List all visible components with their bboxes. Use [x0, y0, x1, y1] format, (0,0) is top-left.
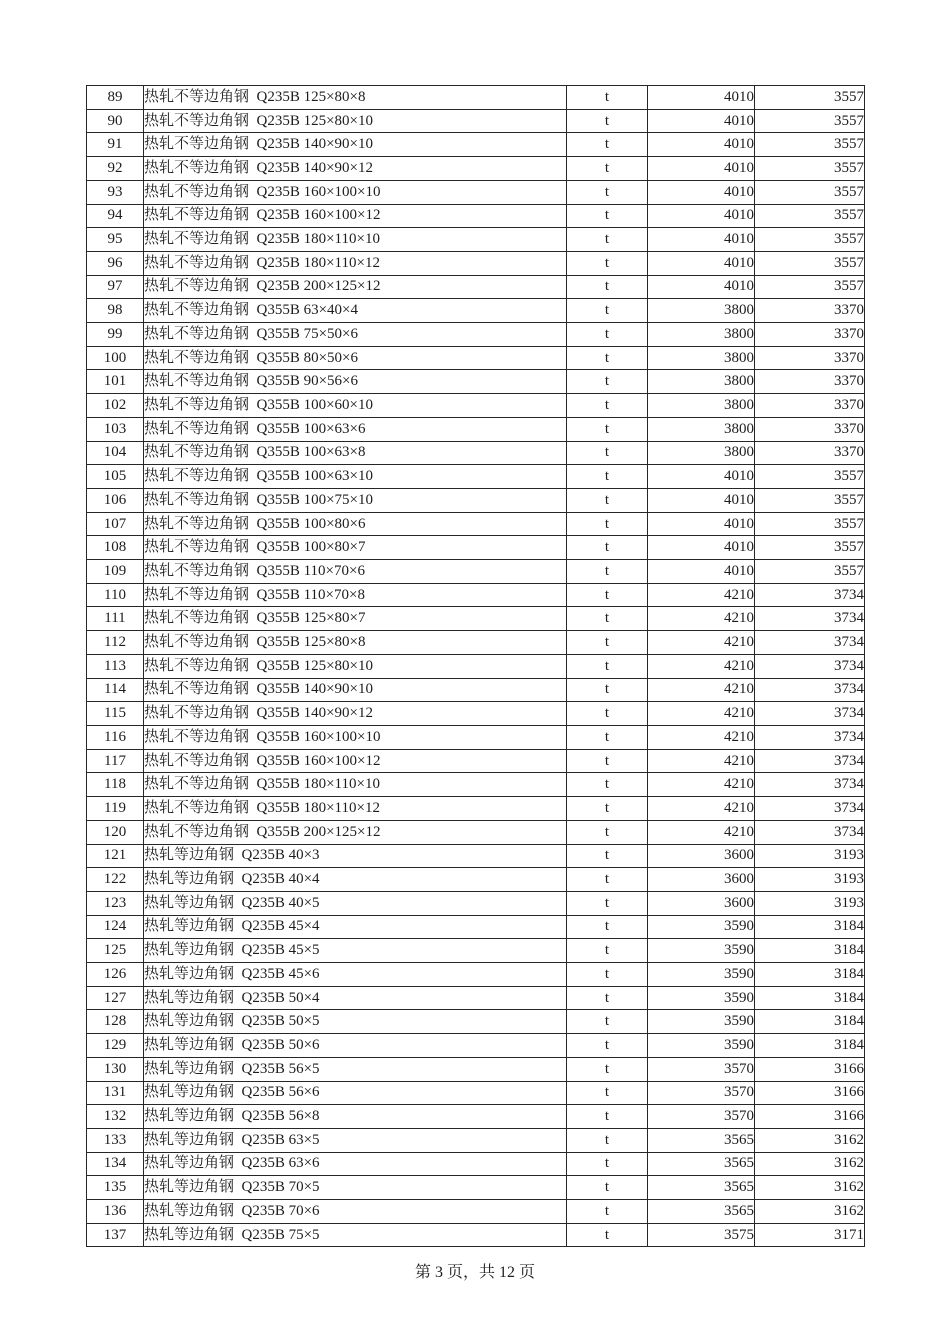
item-name-cell: 热轧不等边角钢 Q355B 100×63×8 — [144, 441, 567, 465]
row-number-cell: 117 — [87, 749, 144, 773]
unit-cell: t — [567, 678, 648, 702]
table-row — [87, 607, 865, 631]
unit-cell: t — [567, 1010, 648, 1034]
price-cell-1: 4210 — [648, 749, 755, 773]
item-name-cell: 热轧不等边角钢 Q355B 75×50×6 — [144, 323, 567, 347]
price-cell-1: 3565 — [648, 1128, 755, 1152]
item-name-cell: 热轧不等边角钢 Q355B 140×90×10 — [144, 678, 567, 702]
item-name-cell: 热轧不等边角钢 Q235B 180×110×12 — [144, 251, 567, 275]
price-cell-2: 3184 — [755, 1010, 865, 1034]
price-cell-2: 3734 — [755, 725, 865, 749]
price-cell-2: 3734 — [755, 702, 865, 726]
row-number-cell: 113 — [87, 654, 144, 678]
table-row — [87, 512, 865, 536]
item-name-cell: 热轧不等边角钢 Q235B 180×110×10 — [144, 228, 567, 252]
table-row — [87, 157, 865, 181]
item-name-cell: 热轧等边角钢 Q235B 56×5 — [144, 1057, 567, 1081]
price-cell-2: 3166 — [755, 1057, 865, 1081]
price-cell-2: 3162 — [755, 1200, 865, 1224]
price-table — [86, 85, 865, 1247]
item-name-cell: 热轧不等边角钢 Q355B 100×75×10 — [144, 488, 567, 512]
table-row — [87, 678, 865, 702]
item-name-cell: 热轧不等边角钢 Q355B 160×100×12 — [144, 749, 567, 773]
table-row — [87, 915, 865, 939]
price-cell-2: 3734 — [755, 631, 865, 655]
price-cell-1: 4210 — [648, 607, 755, 631]
unit-cell: t — [567, 228, 648, 252]
price-cell-1: 4210 — [648, 725, 755, 749]
item-name-cell: 热轧不等边角钢 Q355B 125×80×8 — [144, 631, 567, 655]
price-cell-1: 4010 — [648, 86, 755, 110]
unit-cell: t — [567, 86, 648, 110]
table-row — [87, 725, 865, 749]
table-row — [87, 346, 865, 370]
unit-cell: t — [567, 465, 648, 489]
price-cell-1: 3590 — [648, 1034, 755, 1058]
price-cell-1: 4210 — [648, 797, 755, 821]
row-number-cell: 133 — [87, 1128, 144, 1152]
unit-cell: t — [567, 725, 648, 749]
unit-cell: t — [567, 702, 648, 726]
unit-cell: t — [567, 915, 648, 939]
item-name-cell: 热轧不等边角钢 Q355B 63×40×4 — [144, 299, 567, 323]
price-cell-1: 3800 — [648, 299, 755, 323]
table-row — [87, 109, 865, 133]
row-number-cell: 128 — [87, 1010, 144, 1034]
table-row — [87, 1081, 865, 1105]
row-number-cell: 101 — [87, 370, 144, 394]
table-row — [87, 963, 865, 987]
row-number-cell: 120 — [87, 820, 144, 844]
unit-cell: t — [567, 1223, 648, 1247]
unit-cell: t — [567, 844, 648, 868]
table-row — [87, 702, 865, 726]
price-cell-1: 3590 — [648, 939, 755, 963]
table-row — [87, 536, 865, 560]
row-number-cell: 111 — [87, 607, 144, 631]
item-name-cell: 热轧不等边角钢 Q355B 110×70×8 — [144, 583, 567, 607]
table-row — [87, 228, 865, 252]
price-cell-2: 3370 — [755, 299, 865, 323]
unit-cell: t — [567, 820, 648, 844]
table-row — [87, 820, 865, 844]
item-name-cell: 热轧不等边角钢 Q235B 160×100×12 — [144, 204, 567, 228]
price-cell-1: 3565 — [648, 1200, 755, 1224]
price-cell-1: 3570 — [648, 1081, 755, 1105]
item-name-cell: 热轧不等边角钢 Q355B 100×63×6 — [144, 417, 567, 441]
row-number-cell: 132 — [87, 1105, 144, 1129]
row-number-cell: 104 — [87, 441, 144, 465]
item-name-cell: 热轧不等边角钢 Q355B 80×50×6 — [144, 346, 567, 370]
unit-cell: t — [567, 631, 648, 655]
table-row — [87, 180, 865, 204]
unit-cell: t — [567, 749, 648, 773]
unit-cell: t — [567, 157, 648, 181]
table-row — [87, 749, 865, 773]
table-row — [87, 891, 865, 915]
price-cell-2: 3166 — [755, 1081, 865, 1105]
price-cell-2: 3734 — [755, 607, 865, 631]
price-cell-2: 3557 — [755, 560, 865, 584]
table-row — [87, 939, 865, 963]
table-row — [87, 1105, 865, 1129]
price-cell-2: 3184 — [755, 939, 865, 963]
unit-cell: t — [567, 370, 648, 394]
row-number-cell: 125 — [87, 939, 144, 963]
unit-cell: t — [567, 773, 648, 797]
table-row — [87, 251, 865, 275]
price-cell-2: 3370 — [755, 417, 865, 441]
price-cell-1: 3565 — [648, 1152, 755, 1176]
unit-cell: t — [567, 1128, 648, 1152]
row-number-cell: 109 — [87, 560, 144, 584]
price-cell-1: 3590 — [648, 963, 755, 987]
table-row — [87, 370, 865, 394]
table-row — [87, 844, 865, 868]
row-number-cell: 115 — [87, 702, 144, 726]
unit-cell: t — [567, 654, 648, 678]
item-name-cell: 热轧不等边角钢 Q355B 100×80×6 — [144, 512, 567, 536]
price-cell-2: 3557 — [755, 180, 865, 204]
unit-cell: t — [567, 868, 648, 892]
table-row — [87, 654, 865, 678]
item-name-cell: 热轧不等边角钢 Q355B 160×100×10 — [144, 725, 567, 749]
row-number-cell: 135 — [87, 1176, 144, 1200]
price-cell-2: 3162 — [755, 1152, 865, 1176]
unit-cell: t — [567, 1152, 648, 1176]
price-cell-1: 4010 — [648, 275, 755, 299]
unit-cell: t — [567, 512, 648, 536]
item-name-cell: 热轧不等边角钢 Q355B 110×70×6 — [144, 560, 567, 584]
price-cell-1: 4010 — [648, 157, 755, 181]
table-row — [87, 797, 865, 821]
unit-cell: t — [567, 180, 648, 204]
item-name-cell: 热轧不等边角钢 Q355B 125×80×10 — [144, 654, 567, 678]
item-name-cell: 热轧等边角钢 Q235B 40×3 — [144, 844, 567, 868]
price-cell-2: 3557 — [755, 465, 865, 489]
row-number-cell: 91 — [87, 133, 144, 157]
unit-cell: t — [567, 488, 648, 512]
price-cell-1: 4010 — [648, 512, 755, 536]
price-cell-2: 3184 — [755, 963, 865, 987]
row-number-cell: 129 — [87, 1034, 144, 1058]
table-row — [87, 299, 865, 323]
table-row — [87, 275, 865, 299]
unit-cell: t — [567, 891, 648, 915]
item-name-cell: 热轧等边角钢 Q235B 50×4 — [144, 986, 567, 1010]
table-row — [87, 868, 865, 892]
unit-cell: t — [567, 1057, 648, 1081]
unit-cell: t — [567, 607, 648, 631]
row-number-cell: 130 — [87, 1057, 144, 1081]
row-number-cell: 92 — [87, 157, 144, 181]
price-cell-2: 3193 — [755, 891, 865, 915]
price-cell-2: 3370 — [755, 323, 865, 347]
row-number-cell: 95 — [87, 228, 144, 252]
price-cell-1: 4010 — [648, 180, 755, 204]
price-cell-1: 3600 — [648, 844, 755, 868]
item-name-cell: 热轧等边角钢 Q235B 50×5 — [144, 1010, 567, 1034]
row-number-cell: 137 — [87, 1223, 144, 1247]
item-name-cell: 热轧等边角钢 Q235B 45×5 — [144, 939, 567, 963]
item-name-cell: 热轧等边角钢 Q235B 45×4 — [144, 915, 567, 939]
price-cell-1: 4210 — [648, 583, 755, 607]
unit-cell: t — [567, 251, 648, 275]
price-cell-2: 3557 — [755, 488, 865, 512]
item-name-cell: 热轧等边角钢 Q235B 56×6 — [144, 1081, 567, 1105]
item-name-cell: 热轧等边角钢 Q235B 45×6 — [144, 963, 567, 987]
price-cell-1: 4010 — [648, 560, 755, 584]
unit-cell: t — [567, 1200, 648, 1224]
row-number-cell: 118 — [87, 773, 144, 797]
table-row — [87, 1200, 865, 1224]
row-number-cell: 98 — [87, 299, 144, 323]
item-name-cell: 热轧不等边角钢 Q355B 140×90×12 — [144, 702, 567, 726]
item-name-cell: 热轧不等边角钢 Q355B 180×110×12 — [144, 797, 567, 821]
unit-cell: t — [567, 963, 648, 987]
row-number-cell: 107 — [87, 512, 144, 536]
price-cell-1: 3800 — [648, 394, 755, 418]
row-number-cell: 127 — [87, 986, 144, 1010]
price-cell-1: 4010 — [648, 109, 755, 133]
price-cell-1: 4210 — [648, 631, 755, 655]
row-number-cell: 114 — [87, 678, 144, 702]
price-cell-1: 3570 — [648, 1057, 755, 1081]
price-cell-1: 4010 — [648, 251, 755, 275]
unit-cell: t — [567, 1105, 648, 1129]
table-row — [87, 441, 865, 465]
price-cell-1: 3600 — [648, 891, 755, 915]
item-name-cell: 热轧等边角钢 Q235B 40×5 — [144, 891, 567, 915]
price-cell-1: 3575 — [648, 1223, 755, 1247]
row-number-cell: 102 — [87, 394, 144, 418]
table-row — [87, 204, 865, 228]
price-cell-2: 3162 — [755, 1176, 865, 1200]
price-cell-2: 3734 — [755, 678, 865, 702]
table-row — [87, 1034, 865, 1058]
table-row — [87, 583, 865, 607]
unit-cell: t — [567, 939, 648, 963]
row-number-cell: 105 — [87, 465, 144, 489]
table-row — [87, 465, 865, 489]
price-cell-1: 4210 — [648, 702, 755, 726]
price-cell-1: 4210 — [648, 678, 755, 702]
price-cell-1: 3570 — [648, 1105, 755, 1129]
price-cell-2: 3557 — [755, 157, 865, 181]
row-number-cell: 89 — [87, 86, 144, 110]
item-name-cell: 热轧不等边角钢 Q235B 125×80×10 — [144, 109, 567, 133]
price-cell-2: 3557 — [755, 512, 865, 536]
unit-cell: t — [567, 109, 648, 133]
table-row — [87, 631, 865, 655]
price-cell-2: 3734 — [755, 749, 865, 773]
price-cell-2: 3184 — [755, 986, 865, 1010]
table-row — [87, 488, 865, 512]
price-cell-2: 3557 — [755, 109, 865, 133]
item-name-cell: 热轧不等边角钢 Q235B 125×80×8 — [144, 86, 567, 110]
price-cell-1: 4010 — [648, 536, 755, 560]
item-name-cell: 热轧不等边角钢 Q355B 180×110×10 — [144, 773, 567, 797]
item-name-cell: 热轧等边角钢 Q235B 63×5 — [144, 1128, 567, 1152]
price-cell-2: 3557 — [755, 251, 865, 275]
table-row — [87, 560, 865, 584]
unit-cell: t — [567, 1034, 648, 1058]
table-row — [87, 417, 865, 441]
row-number-cell: 106 — [87, 488, 144, 512]
table-row — [87, 1152, 865, 1176]
table-row — [87, 1128, 865, 1152]
unit-cell: t — [567, 797, 648, 821]
price-cell-1: 4010 — [648, 228, 755, 252]
row-number-cell: 103 — [87, 417, 144, 441]
table-row — [87, 323, 865, 347]
row-number-cell: 112 — [87, 631, 144, 655]
row-number-cell: 136 — [87, 1200, 144, 1224]
price-cell-1: 3590 — [648, 915, 755, 939]
price-cell-2: 3184 — [755, 915, 865, 939]
price-cell-1: 4010 — [648, 465, 755, 489]
price-cell-1: 3600 — [648, 868, 755, 892]
table-row — [87, 1223, 865, 1247]
table-row — [87, 86, 865, 110]
item-name-cell: 热轧不等边角钢 Q355B 100×80×7 — [144, 536, 567, 560]
table-row — [87, 773, 865, 797]
unit-cell: t — [567, 204, 648, 228]
item-name-cell: 热轧不等边角钢 Q355B 90×56×6 — [144, 370, 567, 394]
price-cell-2: 3166 — [755, 1105, 865, 1129]
unit-cell: t — [567, 560, 648, 584]
price-cell-2: 3557 — [755, 204, 865, 228]
table-row — [87, 1010, 865, 1034]
item-name-cell: 热轧不等边角钢 Q235B 140×90×12 — [144, 157, 567, 181]
price-cell-1: 3800 — [648, 323, 755, 347]
unit-cell: t — [567, 1081, 648, 1105]
unit-cell: t — [567, 299, 648, 323]
price-cell-1: 4010 — [648, 133, 755, 157]
price-table-body — [87, 86, 865, 1247]
item-name-cell: 热轧等边角钢 Q235B 70×5 — [144, 1176, 567, 1200]
item-name-cell: 热轧等边角钢 Q235B 40×4 — [144, 868, 567, 892]
price-cell-1: 3800 — [648, 417, 755, 441]
unit-cell: t — [567, 394, 648, 418]
price-cell-2: 3734 — [755, 797, 865, 821]
price-cell-1: 4010 — [648, 204, 755, 228]
unit-cell: t — [567, 583, 648, 607]
row-number-cell: 97 — [87, 275, 144, 299]
item-name-cell: 热轧不等边角钢 Q235B 140×90×10 — [144, 133, 567, 157]
unit-cell: t — [567, 323, 648, 347]
unit-cell: t — [567, 986, 648, 1010]
unit-cell: t — [567, 536, 648, 560]
price-cell-2: 3193 — [755, 868, 865, 892]
price-cell-2: 3557 — [755, 86, 865, 110]
price-cell-1: 3590 — [648, 1010, 755, 1034]
price-cell-2: 3162 — [755, 1128, 865, 1152]
price-cell-2: 3557 — [755, 228, 865, 252]
price-cell-1: 3590 — [648, 986, 755, 1010]
price-cell-1: 4210 — [648, 820, 755, 844]
item-name-cell: 热轧等边角钢 Q235B 75×5 — [144, 1223, 567, 1247]
price-cell-2: 3734 — [755, 654, 865, 678]
row-number-cell: 124 — [87, 915, 144, 939]
unit-cell: t — [567, 275, 648, 299]
price-cell-2: 3370 — [755, 346, 865, 370]
item-name-cell: 热轧不等边角钢 Q355B 100×63×10 — [144, 465, 567, 489]
price-cell-1: 3800 — [648, 370, 755, 394]
price-cell-2: 3734 — [755, 583, 865, 607]
item-name-cell: 热轧不等边角钢 Q355B 200×125×12 — [144, 820, 567, 844]
item-name-cell: 热轧等边角钢 Q235B 70×6 — [144, 1200, 567, 1224]
row-number-cell: 90 — [87, 109, 144, 133]
item-name-cell: 热轧不等边角钢 Q235B 160×100×10 — [144, 180, 567, 204]
row-number-cell: 108 — [87, 536, 144, 560]
table-row — [87, 394, 865, 418]
unit-cell: t — [567, 417, 648, 441]
item-name-cell: 热轧不等边角钢 Q235B 200×125×12 — [144, 275, 567, 299]
row-number-cell: 94 — [87, 204, 144, 228]
price-cell-2: 3184 — [755, 1034, 865, 1058]
price-cell-1: 4210 — [648, 773, 755, 797]
row-number-cell: 122 — [87, 868, 144, 892]
row-number-cell: 110 — [87, 583, 144, 607]
row-number-cell: 119 — [87, 797, 144, 821]
price-cell-2: 3193 — [755, 844, 865, 868]
price-cell-2: 3171 — [755, 1223, 865, 1247]
page-footer: 第 3 页，共 12 页 — [414, 1264, 535, 1281]
price-cell-2: 3734 — [755, 820, 865, 844]
price-cell-1: 3800 — [648, 346, 755, 370]
price-cell-1: 4010 — [648, 488, 755, 512]
item-name-cell: 热轧不等边角钢 Q355B 125×80×7 — [144, 607, 567, 631]
price-cell-2: 3557 — [755, 536, 865, 560]
row-number-cell: 134 — [87, 1152, 144, 1176]
price-cell-2: 3557 — [755, 133, 865, 157]
row-number-cell: 126 — [87, 963, 144, 987]
table-row — [87, 986, 865, 1010]
price-cell-2: 3734 — [755, 773, 865, 797]
table-row — [87, 1176, 865, 1200]
unit-cell: t — [567, 133, 648, 157]
table-row — [87, 1057, 865, 1081]
table-row — [87, 133, 865, 157]
row-number-cell: 100 — [87, 346, 144, 370]
row-number-cell: 123 — [87, 891, 144, 915]
unit-cell: t — [567, 346, 648, 370]
unit-cell: t — [567, 1176, 648, 1200]
price-cell-2: 3557 — [755, 275, 865, 299]
item-name-cell: 热轧等边角钢 Q235B 50×6 — [144, 1034, 567, 1058]
item-name-cell: 热轧等边角钢 Q235B 56×8 — [144, 1105, 567, 1129]
row-number-cell: 96 — [87, 251, 144, 275]
unit-cell: t — [567, 441, 648, 465]
price-cell-2: 3370 — [755, 394, 865, 418]
row-number-cell: 121 — [87, 844, 144, 868]
price-cell-1: 3800 — [648, 441, 755, 465]
item-name-cell: 热轧不等边角钢 Q355B 100×60×10 — [144, 394, 567, 418]
price-cell-2: 3370 — [755, 370, 865, 394]
row-number-cell: 99 — [87, 323, 144, 347]
row-number-cell: 131 — [87, 1081, 144, 1105]
row-number-cell: 116 — [87, 725, 144, 749]
item-name-cell: 热轧等边角钢 Q235B 63×6 — [144, 1152, 567, 1176]
price-cell-2: 3370 — [755, 441, 865, 465]
row-number-cell: 93 — [87, 180, 144, 204]
price-cell-1: 4210 — [648, 654, 755, 678]
price-cell-1: 3565 — [648, 1176, 755, 1200]
